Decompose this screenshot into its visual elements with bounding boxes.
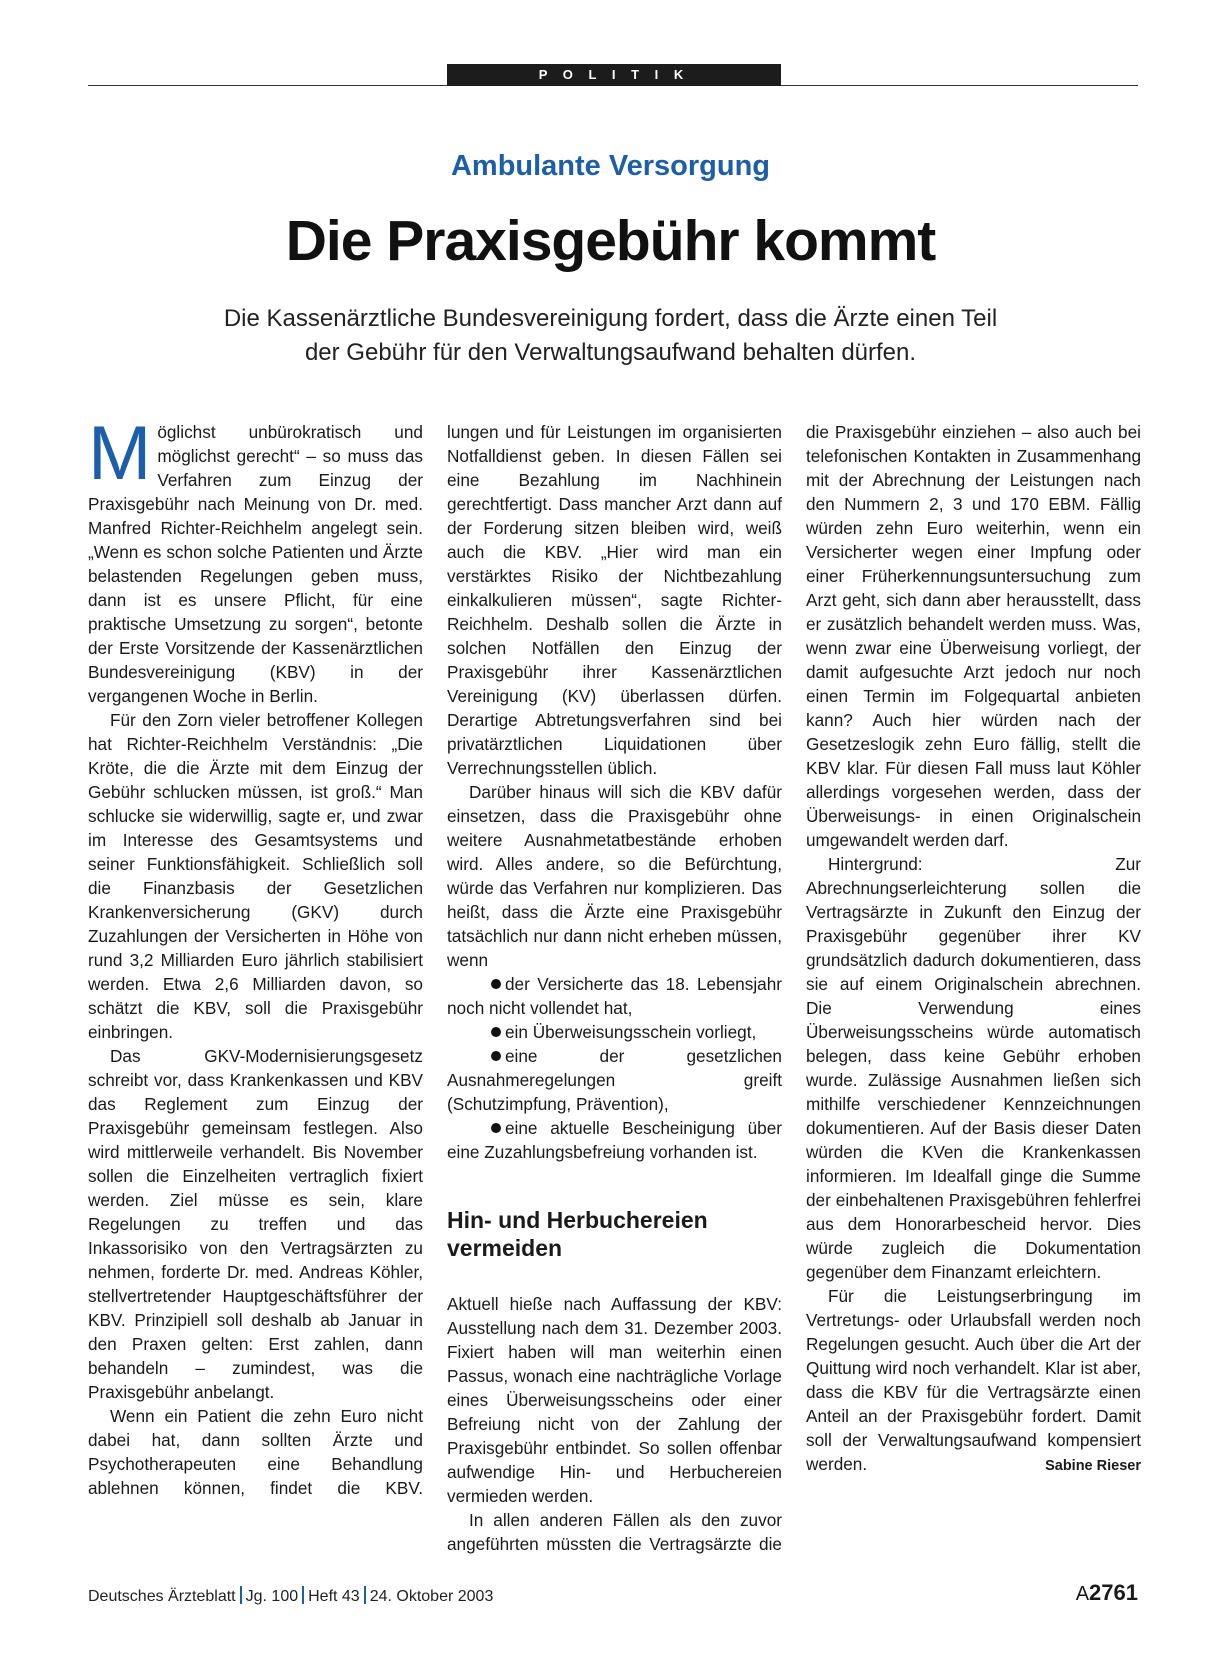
lead-line-2: der Gebühr für den Verwaltungsaufwand behalten dürfen.: [304, 339, 917, 366]
bullet-item: der Versicherte das 18. Lebensjahr noch nicht vollendet hat,: [447, 974, 782, 1018]
separator: [240, 1586, 242, 1604]
separator: [302, 1586, 304, 1604]
paragraph: Darüber hinaus will sich die KBV dafür einsetzen, dass die Praxisgebühr ohne weitere Ausnahmetatbestände erhoben wird. Alles andere, so die Befürchtung, würde das Verfahren nur komplizieren. Das heißt, dass die Ärzte eine Praxisgebühr tatsächlich nur dann nicht erheben müssen, wenn: [447, 782, 782, 970]
footer: [88, 1586, 493, 1606]
paragraph-continued: Wenn ein Patient die zehn Euro nicht dabei hat, dann sollten Ärzte und Psychotherapeuten eine Behandlung ablehnen können, findet die KBV.: [88, 1406, 423, 1498]
date: 24. Oktober 2003: [369, 1588, 494, 1605]
bullet-icon: [491, 1051, 501, 1061]
column-2: [447, 420, 782, 1556]
journal-name: Deutsches Ärzteblatt: [88, 1588, 236, 1605]
page-prefix: A: [1075, 1583, 1090, 1605]
page-number-value: 2761: [1089, 1580, 1138, 1605]
paragraph: lungen und für Leistungen im organisierten Notfalldienst geben. In diesen Fällen sei eine Bezahlung im Nachhinein gerechtfertigt. Dass mancher Arzt dann auf der Forderung sitzen bleiben wird, weiß auch die KBV. „Hier wird man ein verstärktes Risiko der Nichtbezahlung einkalkulieren müssen“, sagte Richter-Reichhelm. Deshalb sollen die Ärzte in solchen Notfällen den Einzug der Praxisgebühr ihrer Kassenärztlichen Vereinigung (KV) überlassen dürfen. Derartige Abtretungsverfahren sind bei privatärztlichen Liquidationen über Verrechnungsstellen üblich.: [447, 422, 782, 778]
paragraph-continuation: die Praxisgebühr einziehen – also auch bei telefonischen Kontakten in Zusammenhang mit der Abrechnung der Leistungen nach den Nummern 2, 3 und 170 EBM. Fällig würden zehn Euro weiterhin, wenn ein Versicherter wegen einer Impfung oder einer Früherkennungsuntersuchung zum Arzt geht, sich dann aber herausstellt, dass er zusätzlich behandelt werden muss. Was, wenn zwar eine Überweisung vorliegt, der damit aufgesuchte Arzt jedoch nur noch einen Termin im Folgequartal anbieten kann? Auch hier würden nach der Gesetzeslogik zehn Euro fällig, stellt die KBV klar. Für diesen Fall muss laut Köhler allerdings vorgesehen werden, dass der Überweisungs- in einen Originalschein umgewandelt werden darf.: [806, 422, 1141, 850]
kicker: Ambulante Versorgung: [450, 150, 771, 182]
paragraph: In allen anderen Fällen als den zuvor angeführten müssten die Vertragsärzte die: [447, 1510, 782, 1554]
paragraph: [88, 411, 423, 708]
paragraph: Hintergrund: Zur Abrechnungserleichterung sollen die Vertragsärzte in Zukunft den Einzug der Praxisgebühr gegenüber ihrer KV grundsätzlich dadurch dokumentieren, dass sie auf einem Originalschein abrechnen. Die Verwendung eines Überweisungsscheins würde automatisch belegen, dass keine Gebühr erhoben wurde. Zulässige Ausnahmen ließen sich mithilfe verschiedener Kennzeichnungen dokumentieren. Auf der Basis dieser Daten würden die KVen die Krankenkassen informieren. Im Idealfall ginge die Summe der einbehaltenen Praxisgebühren fehlerfrei aus dem Honorarbescheid hervor. Dies würde zugleich die Dokumentation gegenüber dem Finanzamt erleichtern.: [806, 854, 1141, 1282]
separator: [364, 1586, 366, 1604]
issue: Heft 43: [308, 1588, 360, 1605]
column-3: [806, 420, 1141, 1478]
column-1: [88, 411, 423, 1500]
paragraph-text: öglichst unbürokratisch und möglichst gerecht“ – so muss das Verfahren zum Einzug der Praxisgebühr nach Meinung von Dr. med. Manfred Richter-Reichhelm angelegt sein. „Wenn es schon solche Patienten und Ärzte belastenden Regelungen geben muss, dann ist es unsere Pflicht, für eine praktische Umsetzung zu sorgen“, betonte der Erste Vorsitzende der Kassenärztlichen Bundesvereinigung (KBV) in der vergangenen Woche in Berlin.: [88, 422, 423, 706]
drop-cap: M: [88, 411, 152, 496]
bullet-icon: [491, 1027, 501, 1037]
page-number: [1076, 1580, 1138, 1606]
paragraph: Aktuell hieße nach Auffassung der KBV: Ausstellung nach dem 31. Dezember 2003. Fixiert haben will man weiterhin einen Passus, wonach eine nachträgliche Vorlage eines Überweisungsscheins oder einer Befreiung nicht von der Zahlung der Praxisgebühr entbindet. So sollen offenbar aufwendige Hin- und Herbuchereien vermieden werden.: [447, 1294, 782, 1506]
bullet-item: eine aktuelle Bescheinigung über eine Zuzahlungsbefreiung vorhanden ist.: [447, 1118, 782, 1162]
paragraph: Für die Leistungserbringung im Vertretungs- oder Urlaubsfall werden noch Regelungen gesucht. Auch über die Art der Quittung wird noch verhandelt. Klar ist aber, dass die KBV für die Vertragsärzte einen Anteil an der Praxisgebühr fordert. Damit soll der Verwaltungsaufwand kompensiert werden. Sabine Rieser: [806, 1284, 1141, 1476]
headline: Die Praxisgebühr kommt: [285, 209, 936, 273]
lead: [150, 302, 1071, 370]
bullet-item: ein Überweisungsschein vorliegt,: [447, 1020, 782, 1044]
bullet-icon: [491, 1123, 501, 1133]
volume: Jg. 100: [245, 1588, 299, 1605]
bullet-icon: [491, 979, 501, 989]
lead-line-1: Die Kassenärztliche Bundesvereinigung fordert, dass die Ärzte einen Teil: [223, 305, 998, 332]
subheading: Hin- und Herbuchereien vermeiden: [447, 1207, 708, 1261]
paragraph: Das GKV-Modernisierungsgesetz schreibt vor, dass Krankenkassen und KBV das Reglement zum Einzug der Praxisgebühr gemeinsam festlegen. Also wird mittlerweile verhandelt. Bis November sollen die Einzelheiten vertraglich fixiert werden. Ziel müsse es sein, klare Regelungen zu treffen und das Inkassorisiko von den Vertragsärzten zu nehmen, forderte Dr. med. Andreas Köhler, stellvertretender Hauptgeschäftsführer der KBV. Prinzipiell soll deshalb ab Januar in den Praxen gelten: Erst zahlen, dann behandeln – zumindest, was die Praxisgebühr anbelangt.: [88, 1046, 423, 1402]
bullet-item: eine der gesetzlichen Ausnahmeregelungen greift (Schutzimpfung, Prävention),: [447, 1046, 782, 1114]
author: Sabine Rieser: [1045, 1458, 1141, 1474]
section-label: P O L I T I K: [447, 64, 781, 86]
paragraph: Für den Zorn vieler betroffener Kollegen hat Richter-Reichhelm Verständnis: „Die Kröte, die die Ärzte mit dem Einzug der Gebühr schlucken müssen, ist groß.“ Man schlucke sie widerwillig, sagte er, und zwar im Interesse des Gesamtsystems und seiner Funktionsfähigkeit. Schließlich soll die Finanzbasis der Gesetzlichen Krankenversicherung (GKV) durch Zuzahlungen der Versicherten in Höhe von rund 3,2 Milliarden Euro jährlich stabilisiert werden. Etwa 2,6 Milliarden davon, so schätzt die KBV, soll die Praxisgebühr einbringen.: [88, 710, 423, 1042]
